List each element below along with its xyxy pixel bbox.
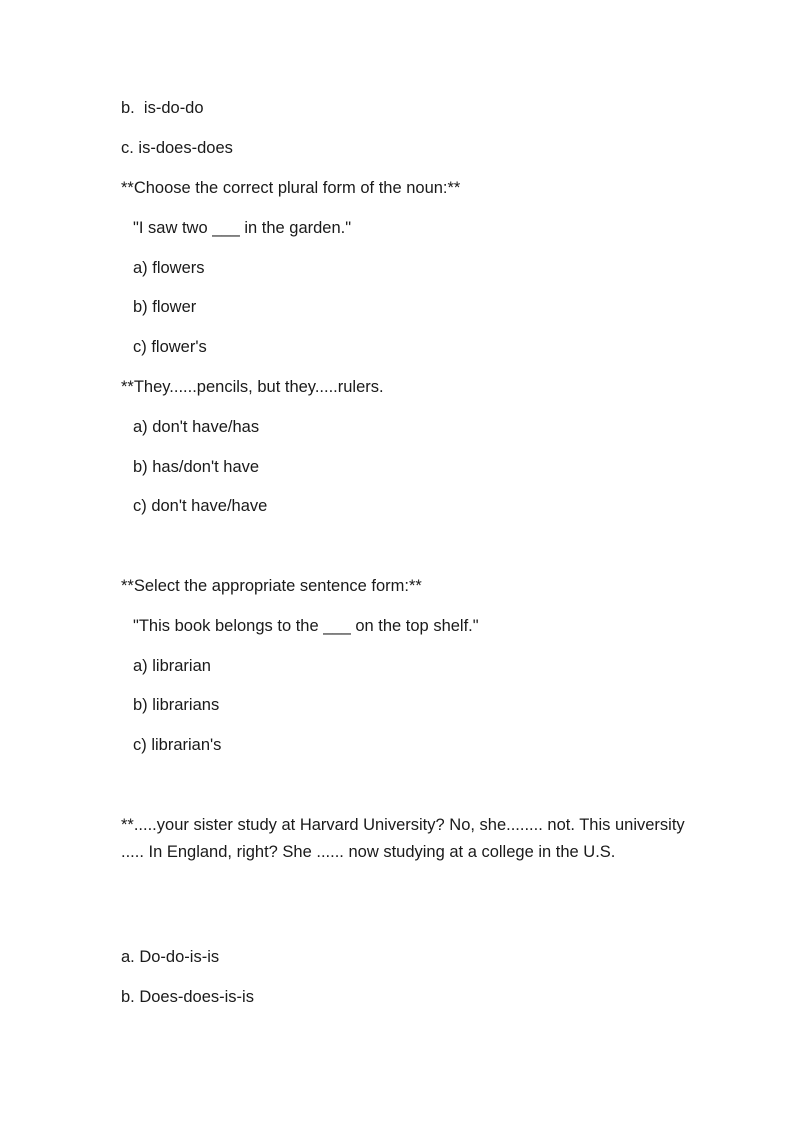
option-c-plural: c) flower's: [133, 338, 207, 356]
option-b-have: b) has/don't have: [133, 458, 260, 476]
question-have-prompt: **They......pencils, but they.....rulers.: [121, 378, 384, 396]
option-a-plural: a) flowers: [133, 259, 205, 277]
option-a-have: a) don't have/has: [133, 418, 260, 436]
option-b-sister: b. Does-does-is-is: [121, 988, 254, 1006]
question-sentence-prompt: **Select the appropriate sentence form:**: [121, 577, 422, 595]
option-b-prev: b. is-do-do: [121, 99, 204, 117]
question-sister-prompt: **.....your sister study at Harvard University? No, she........ not. This university ..... In England, right? She ...... now studying at a college in the U.S.: [121, 816, 685, 861]
option-a-sentence: a) librarian: [133, 657, 211, 675]
option-b-plural: b) flower: [133, 298, 197, 316]
option-c-sentence: c) librarian's: [133, 736, 222, 754]
question-plural-prompt: **Choose the correct plural form of the noun:**: [121, 179, 461, 197]
option-b-sentence: b) librarians: [133, 696, 220, 714]
question-sentence-text: "This book belongs to the ___ on the top shelf.": [133, 617, 479, 635]
question-plural-sentence: "I saw two ___ in the garden.": [133, 219, 352, 237]
option-a-sister: a. Do-do-is-is: [121, 948, 220, 966]
option-c-have: c) don't have/have: [133, 497, 268, 515]
option-c-prev: c. is-does-does: [121, 139, 233, 157]
